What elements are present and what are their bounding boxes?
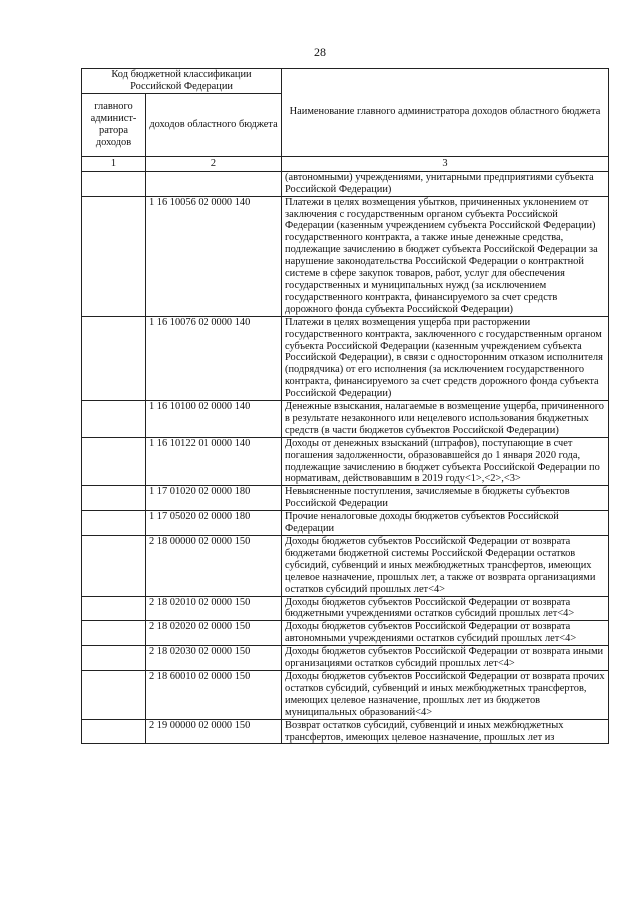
header-regional-budget-revenue: доходов областного бюджета [146,93,282,156]
table-body [82,171,609,744]
table-row [82,486,609,511]
revenue-code-cell: 2 18 02010 02 0000 150 [146,596,282,621]
revenue-name-cell: Доходы от денежных взысканий (штрафов), поступающие в счет погашения задолженности, образовавшейся до 1 января 2020 года, подлежащие зачислению в бюджет субъекта Российской Федерации по нормативам, действовавшим в 2019 году<1>,<2>,<3> [282,437,609,486]
table-row [82,401,609,438]
revenue-name-cell: Доходы бюджетов субъектов Российской Федерации от возврата автономными учреждениями остатков субсидий прошлых лет<4> [282,621,609,646]
revenue-name-cell: Платежи в целях возмещения убытков, причиненных уклонением от заключения с государственным органом субъекта Российской Федерации (казенным учреждением субъекта Российской Федерации) государственного контракта, а также иные денежные средства, подлежащие зачислению в бюджет субъекта Российской Федерации за нарушение законодательства Российской Федерации о контрактной системе в сфере закупок товаров, работ, услуг для обеспечения государственных и муниципальных нужд (за исключением государственного контракта, финансируемого за счет средств дорожного фонда субъекта Российской Федерации) [282,196,609,316]
table-row [82,670,609,719]
page-number: 28 [314,45,326,59]
table-row [82,596,609,621]
revenue-code-cell: 1 17 01020 02 0000 180 [146,486,282,511]
admin-code-cell [82,401,146,438]
admin-code-cell [82,486,146,511]
table-row [82,646,609,671]
revenue-name-cell: Прочие неналоговые доходы бюджетов субъектов Российской Федерации [282,511,609,536]
admin-code-cell [82,621,146,646]
admin-code-cell [82,596,146,621]
revenue-code-cell: 2 18 02020 02 0000 150 [146,621,282,646]
header-budget-classification: Код бюджетной классификации Российской Федерации [82,69,282,94]
admin-code-cell [82,646,146,671]
table-row [82,536,609,597]
table-row [82,171,609,196]
revenue-code-cell: 1 16 10076 02 0000 140 [146,316,282,400]
revenue-name-cell: Доходы бюджетов субъектов Российской Федерации от возврата прочих остатков субсидий, субвенций и иных межбюджетных трансфертов, имеющих целевое назначение, прошлых лет из бюджетов муниципальных образований<4> [282,670,609,719]
revenue-name-cell: Платежи в целях возмещения ущерба при расторжении государственного контракта, заключенного с государственным органом субъекта Российской Федерации (казенным учреждением субъекта Российской Федерации), в связи с односторонним отказом исполнителя (подрядчика) от его исполнения (за исключением государственного контракта, финансируемого за счет средств дорожного фонда субъекта Российской Федерации) [282,316,609,400]
admin-code-cell [82,316,146,400]
admin-code-cell [82,536,146,597]
admin-code-cell [82,437,146,486]
column-number-1: 1 [82,156,146,171]
revenue-code-cell: 2 18 02030 02 0000 150 [146,646,282,671]
admin-code-cell [82,511,146,536]
budget-classification-table [81,68,609,744]
revenue-code-cell: 2 18 00000 02 0000 150 [146,536,282,597]
revenue-name-cell: (автономными) учреждениями, унитарными предприятиями субъекта Российской Федерации) [282,171,609,196]
revenue-name-cell: Доходы бюджетов субъектов Российской Федерации от возврата бюджетами бюджетной системы Российской Федерации остатков субсидий, субвенций и иных межбюджетных трансфертов, имеющих целевое назначение, прошлых лет, а также от возврата организациями остатков субсидий прошлых лет<4> [282,536,609,597]
admin-code-cell [82,719,146,744]
revenue-code-cell: 1 16 10056 02 0000 140 [146,196,282,316]
table-row [82,511,609,536]
table-row [82,621,609,646]
revenue-name-cell: Доходы бюджетов субъектов Российской Федерации от возврата иными организациями остатков субсидий прошлых лет<4> [282,646,609,671]
header-column-numbers [82,156,609,171]
table-row [82,437,609,486]
table-row [82,196,609,316]
header-administrator-name: Наименование главного администратора доходов областного бюджета [282,69,609,157]
revenue-code-cell: 1 17 05020 02 0000 180 [146,511,282,536]
header-main-administrator: главного админист-ратора доходов [82,93,146,156]
revenue-code-cell: 1 16 10100 02 0000 140 [146,401,282,438]
revenue-name-cell: Невыясненные поступления, зачисляемые в бюджеты субъектов Российской Федерации [282,486,609,511]
column-number-2: 2 [146,156,282,171]
revenue-code-cell: 1 16 10122 01 0000 140 [146,437,282,486]
revenue-name-cell: Денежные взыскания, налагаемые в возмещение ущерба, причиненного в результате незаконного или нецелевого использования бюджетных средств (в части бюджетов субъектов Российской Федерации) [282,401,609,438]
revenue-code-cell: 2 18 60010 02 0000 150 [146,670,282,719]
table-row [82,719,609,744]
revenue-code-cell: 2 19 00000 02 0000 150 [146,719,282,744]
header-row-group [82,69,609,94]
revenue-name-cell: Возврат остатков субсидий, субвенций и иных межбюджетных трансфертов, имеющих целевое назначение, прошлых лет из [282,719,609,744]
admin-code-cell [82,670,146,719]
admin-code-cell [82,171,146,196]
revenue-name-cell: Доходы бюджетов субъектов Российской Федерации от возврата бюджетными учреждениями остатков субсидий прошлых лет<4> [282,596,609,621]
admin-code-cell [82,196,146,316]
table-row [82,316,609,400]
column-number-3: 3 [282,156,609,171]
revenue-code-cell [146,171,282,196]
